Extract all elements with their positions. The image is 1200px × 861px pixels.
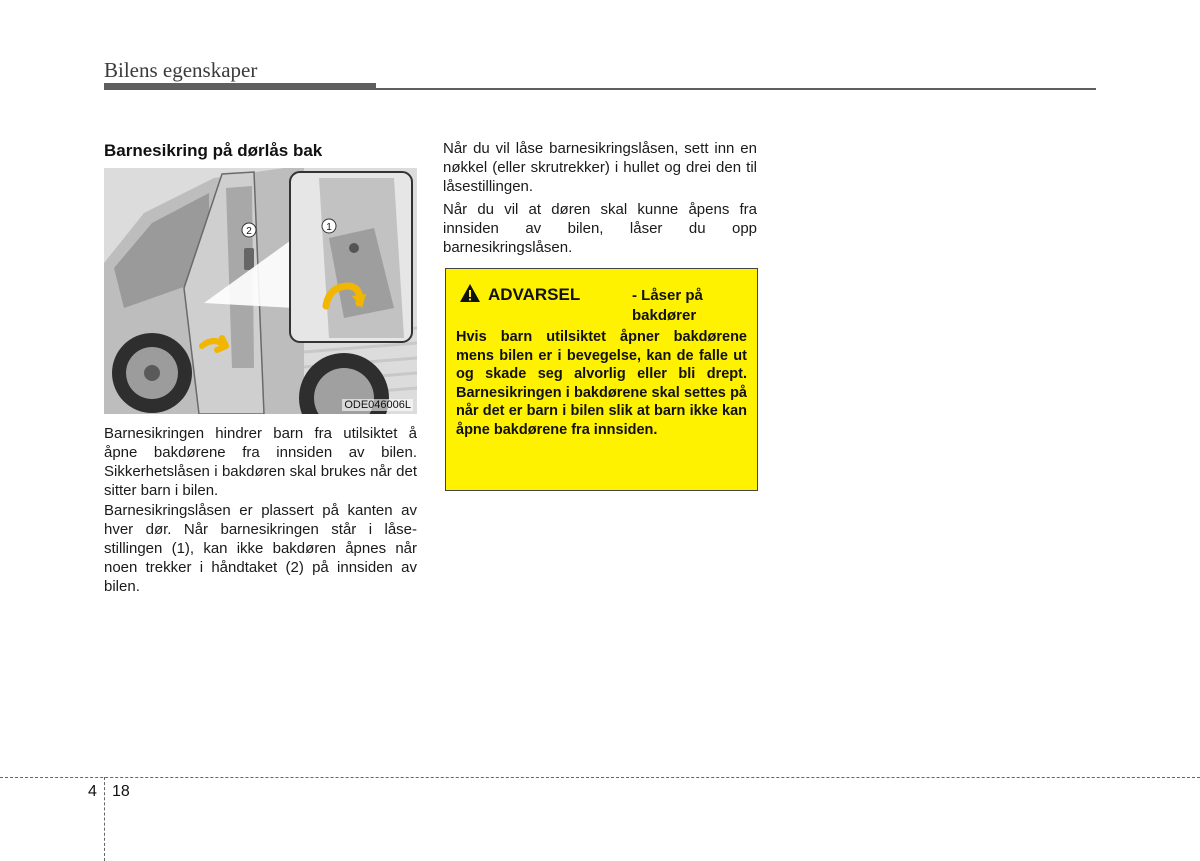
section-heading: Barnesikring på dørlås bak (104, 141, 323, 160)
page-number: 18 (112, 783, 130, 800)
warning-subtitle: - Låser på bakdører (632, 287, 703, 324)
warning-header (456, 281, 747, 324)
left-paragraph-2: Barnesikringslåsen er plassert på kanten av hver dør. Når barnesikringen står i låse-stillingen (1), kan ikke bakdøren åpnes når noen trekker i håndtaket (2) på innsiden av bilen. (104, 502, 417, 595)
header-rule-thin (376, 88, 1096, 90)
chapter-number: 4 (88, 783, 97, 800)
figure-code: ODE046006L (344, 399, 411, 411)
header-rule-thick (104, 83, 376, 90)
warning-box (445, 268, 758, 491)
right-paragraph-2: Når du vil at døren skal kunne åpens fra innsiden av bilen, låser du opp barnesikringslåsen. (443, 201, 757, 256)
running-head-title: Bilens egenskaper (104, 58, 258, 82)
warning-title: ADVARSEL (488, 285, 581, 304)
warning-body: Hvis barn utilsiktet åpner bakdørene mens bilen er i bevegelse, kan de falle ut og skade seg alvorlig eller bli drept. Barnesikringen i bakdørene skal settes på når det er barn i bilen slik at barn ikke kan åpne bakdørene fra innsiden. (456, 329, 747, 438)
warning-triangle-icon (459, 283, 481, 303)
callout-1-label: 1 (326, 222, 332, 233)
left-paragraph-1: Barnesikringen hindrer barn fra utilsiktet å åpne bakdørene fra innsiden av bilen. Sikkerhetslåsen i bakdøren skal brukes når det sitter barn i bilen. (104, 425, 417, 499)
footer-dashed-divider (104, 777, 105, 861)
footer-dashed-rule (0, 777, 1200, 778)
right-paragraph-1: Når du vil låse barnesikringslåsen, sett inn en nøkkel (eller skrutrekker) i hullet og drei den til låsestillingen. (443, 140, 757, 195)
callout-2-label: 2 (246, 226, 252, 237)
door-lock-drawing (104, 168, 417, 414)
child-lock-illustration (104, 168, 417, 414)
